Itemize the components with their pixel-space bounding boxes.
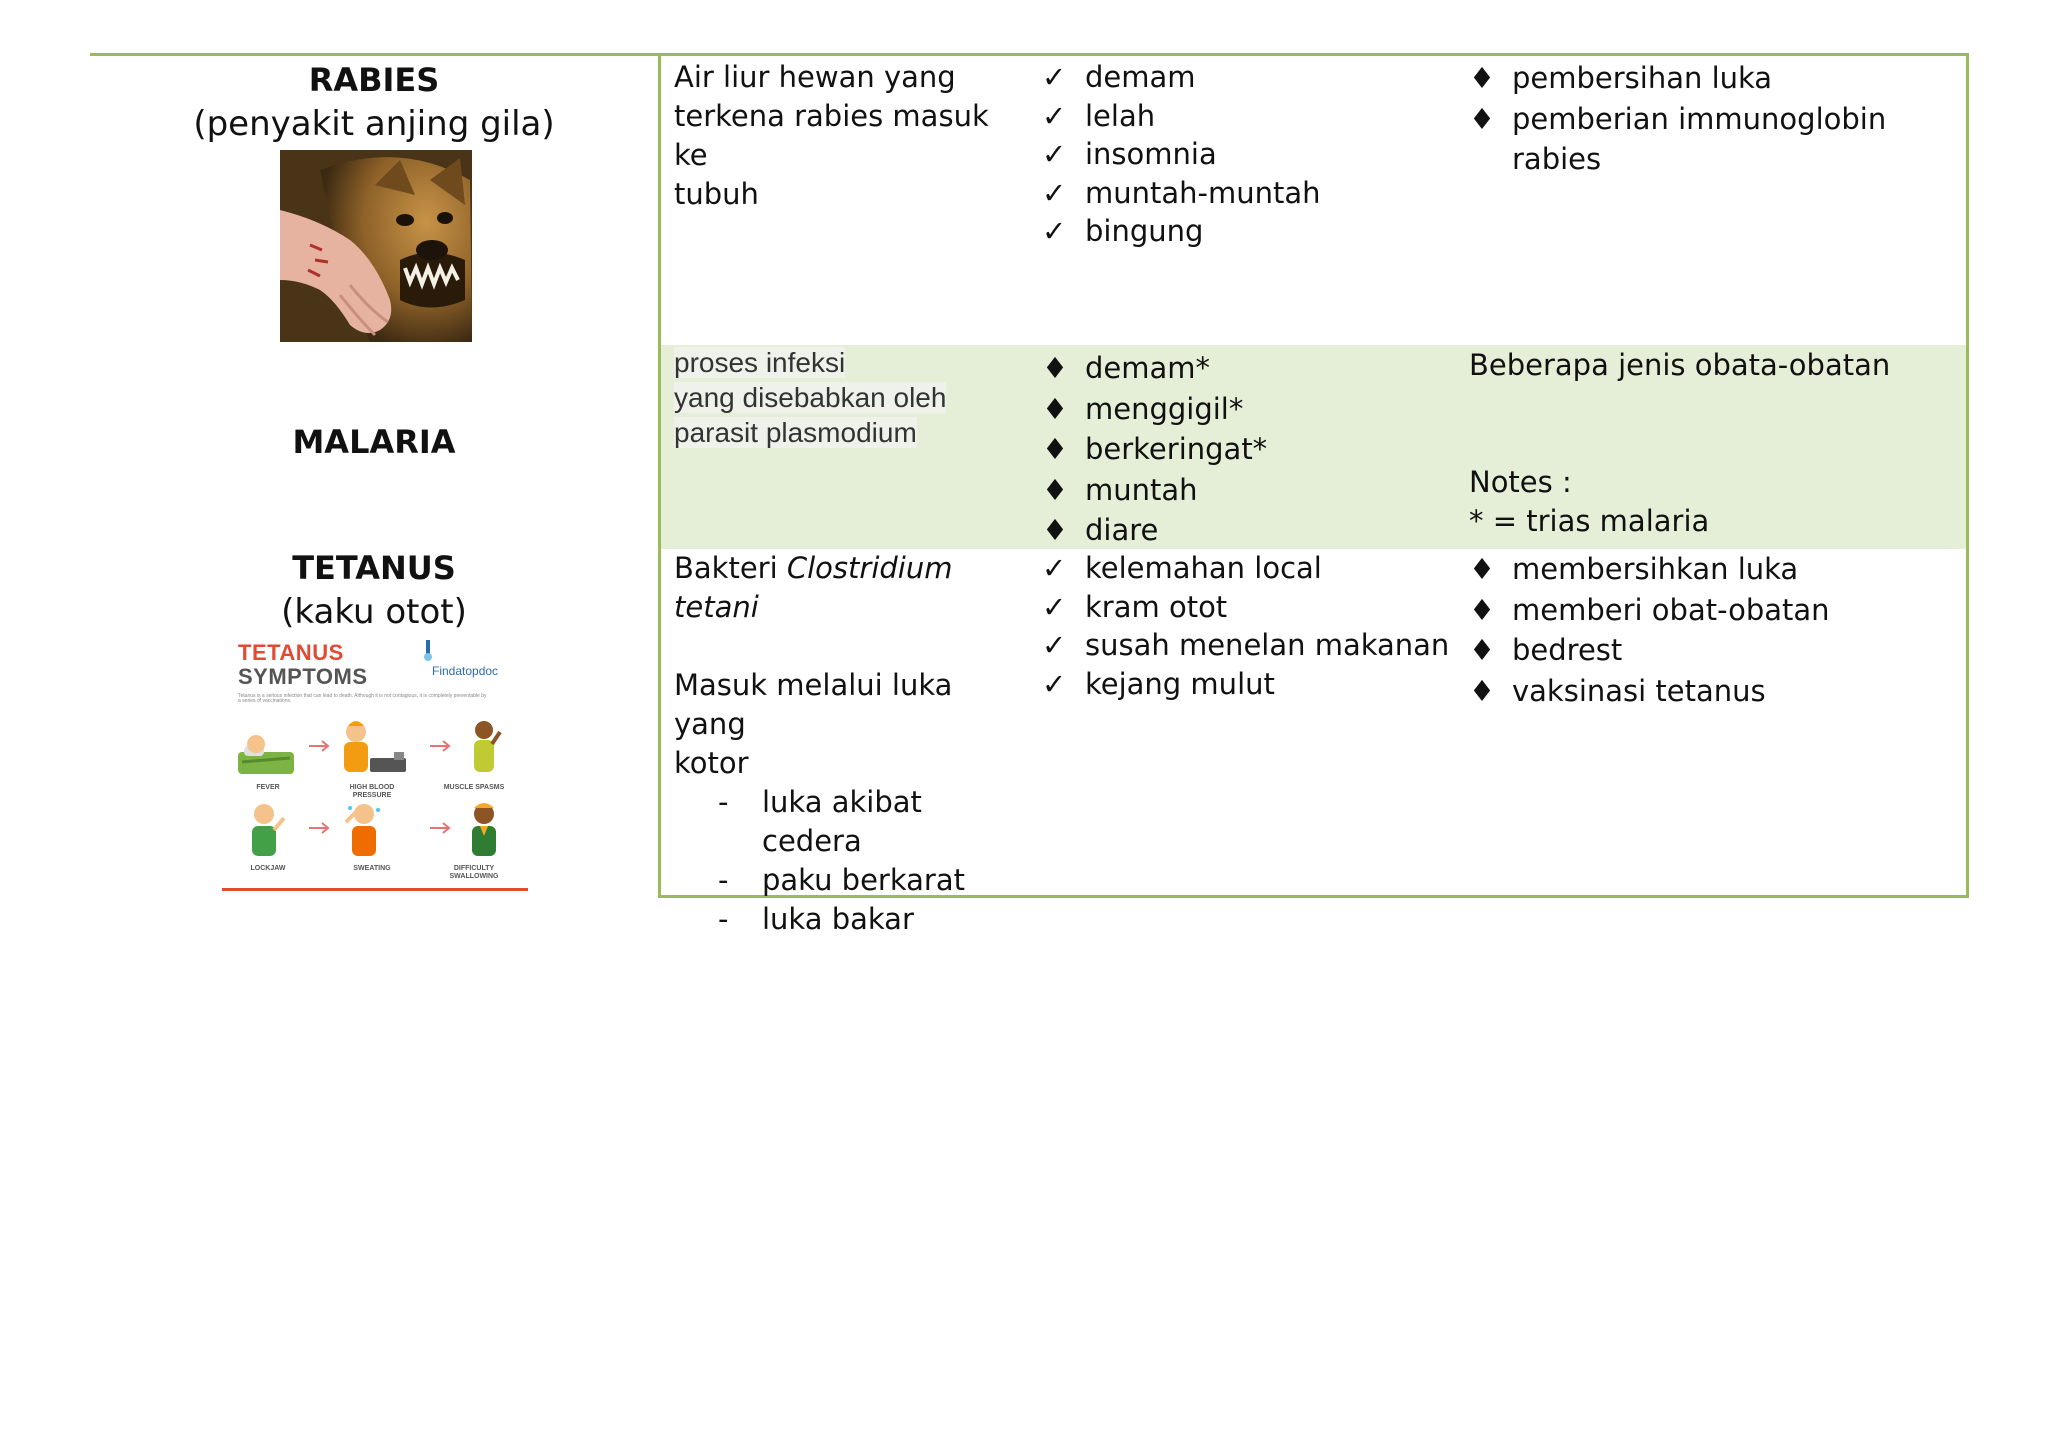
rabies-label [90,58,658,146]
poster-red-rule [222,888,528,891]
tetanus-name: TETANUS [292,549,456,587]
poster-figures-row2 [234,800,524,862]
malaria-treatment [1469,346,1969,541]
bacteria-name: Clostridium tetani [674,551,953,624]
rabies-dog-image [280,150,472,342]
list-item: ✓ kelemahan local [1042,549,1462,588]
poster-title-line1: TETANUS [238,640,344,665]
list-item: ✓ demam [1042,58,1462,97]
list-item: ♦ bedrest [1469,630,1969,671]
diamond-bullet-icon: ♦ [1469,673,1495,708]
rabies-name: RABIES [308,61,440,99]
list-item: ✓ muntah-muntah [1042,174,1462,213]
poster-symptom-high-blood-pressure: HIGH BLOOD PRESSURE [349,784,395,799]
diamond-bullet-icon: ♦ [1469,101,1495,136]
check-icon: ✓ [1042,60,1067,94]
malaria-cause-line: parasit plasmodium [674,417,917,448]
list-item: ♦ memberi obat-obatan [1469,590,1969,631]
list-item: ♦ pemberian immunoglobin rabies [1469,99,1969,180]
rabies-cause [674,58,1014,214]
difficulty-swallowing-figure-icon [472,803,496,856]
muscle-spasms-figure-icon [474,721,500,772]
brand-logo-icon [420,640,436,662]
lockjaw-figure-icon [252,804,284,856]
check-icon: ✓ [1042,628,1067,662]
top-rule [90,53,658,56]
malaria-name: MALARIA [292,423,456,461]
poster-symptom-fever: FEVER [256,784,280,791]
sweating-figure-icon [346,804,380,856]
fever-figure-icon [238,735,294,774]
malaria-label [90,420,658,464]
poster-title-line2: SYMPTOMS [238,664,368,689]
list-item: ♦ menggigil* [1042,389,1462,430]
list-item: ✓ kram otot [1042,588,1462,627]
tetanus-entry-line: kotor [674,746,749,780]
malaria-notes-text: * = trias malaria [1469,504,1710,538]
diamond-bullet-icon: ♦ [1469,633,1495,668]
malaria-symptoms [1042,348,1462,551]
list-item: ✓ susah menelan makanan [1042,626,1462,665]
malaria-notes-label: Notes : [1469,465,1572,499]
check-icon: ✓ [1042,175,1067,210]
tetanus-label [90,546,658,634]
rabies-cause-line: tubuh [674,177,759,211]
list-item: ✓ insomnia [1042,135,1462,174]
diamond-bullet-icon: ♦ [1469,592,1495,627]
malaria-treatment-text: Beberapa jenis obata-obatan [1469,348,1891,382]
table-row-rabies [661,56,1966,345]
tetanus-entry-examples [718,783,1014,939]
rabies-alias: (penyakit anjing gila) [193,104,555,144]
poster-symptom-difficulty-swallowing: DIFFICULTY SWALLOWING [449,865,499,880]
diamond-bullet-icon: ♦ [1042,472,1068,507]
diamond-bullet-icon: ♦ [1469,61,1495,95]
malaria-cause-line: yang disebabkan oleh [674,382,947,413]
tetanus-cause [674,549,1014,939]
tetanus-cause-line: Bakteri Clostridium tetani [674,551,953,624]
tetanus-treatments [1469,549,1969,711]
list-item: ✓ bingung [1042,212,1462,251]
rabies-treatments [1469,58,1969,180]
poster-symptom-muscle-spasms: MUSCLE SPASMS [443,784,505,791]
list-item: ♦ pembersihan luka [1469,58,1969,99]
list-item: - luka akibat cedera [718,785,922,858]
diamond-bullet-icon: ♦ [1042,391,1068,426]
poster-symptom-lockjaw: LOCKJAW [250,865,286,872]
poster-brand: Findatopdoc [432,664,499,678]
dash-bullet-icon: - [718,863,729,897]
list-item: - paku berkarat [718,861,1014,900]
dash-bullet-icon: - [718,785,729,819]
table-row-malaria [661,345,1966,549]
check-icon: ✓ [1042,666,1067,701]
tetanus-symptoms [1042,549,1462,703]
dash-bullet-icon: - [718,902,729,936]
list-item: ♦ muntah [1042,470,1462,511]
rabies-symptoms [1042,58,1462,251]
tetanus-symptoms-poster [220,640,530,896]
list-item: ✓ kejang mulut [1042,665,1462,704]
diamond-bullet-icon: ♦ [1469,552,1495,586]
tetanus-entry-line: Masuk melalui luka yang [674,668,953,741]
tetanus-alias: (kaku otot) [281,592,467,632]
table-row-tetanus [661,549,1966,936]
list-item: ♦ vaksinasi tetanus [1469,671,1969,712]
rabies-cause-line: terkena rabies masuk ke [674,99,989,172]
check-icon: ✓ [1042,589,1067,624]
poster-figures-row1 [234,718,524,782]
diamond-bullet-icon: ♦ [1042,513,1068,548]
list-item: ♦ berkeringat* [1042,429,1462,470]
disease-table [658,53,1969,936]
list-item: ♦ membersihkan luka [1469,549,1969,590]
check-icon: ✓ [1042,137,1067,171]
high-blood-pressure-figure-icon [344,721,406,772]
malaria-cause-line: proses infeksi [674,347,846,378]
poster-fine-print: Tetanus is a serious infection that can lead to death. Although it is not contagious, it is completely preventable by a series of vaccinations. [238,693,487,704]
rabies-cause-line: Air liur hewan yang [674,60,956,94]
check-icon: ✓ [1042,551,1067,585]
list-item: - luka bakar [718,900,1014,939]
list-item: ✓ lelah [1042,97,1462,136]
check-icon: ✓ [1042,214,1067,248]
poster-symptom-sweating: SWEATING [353,865,391,872]
diamond-bullet-icon: ♦ [1042,432,1068,467]
malaria-cause [674,345,1014,450]
list-item: ♦ demam* [1042,348,1462,389]
list-item: ♦ diare [1042,510,1462,551]
check-icon: ✓ [1042,98,1067,133]
diamond-bullet-icon: ♦ [1042,351,1068,385]
